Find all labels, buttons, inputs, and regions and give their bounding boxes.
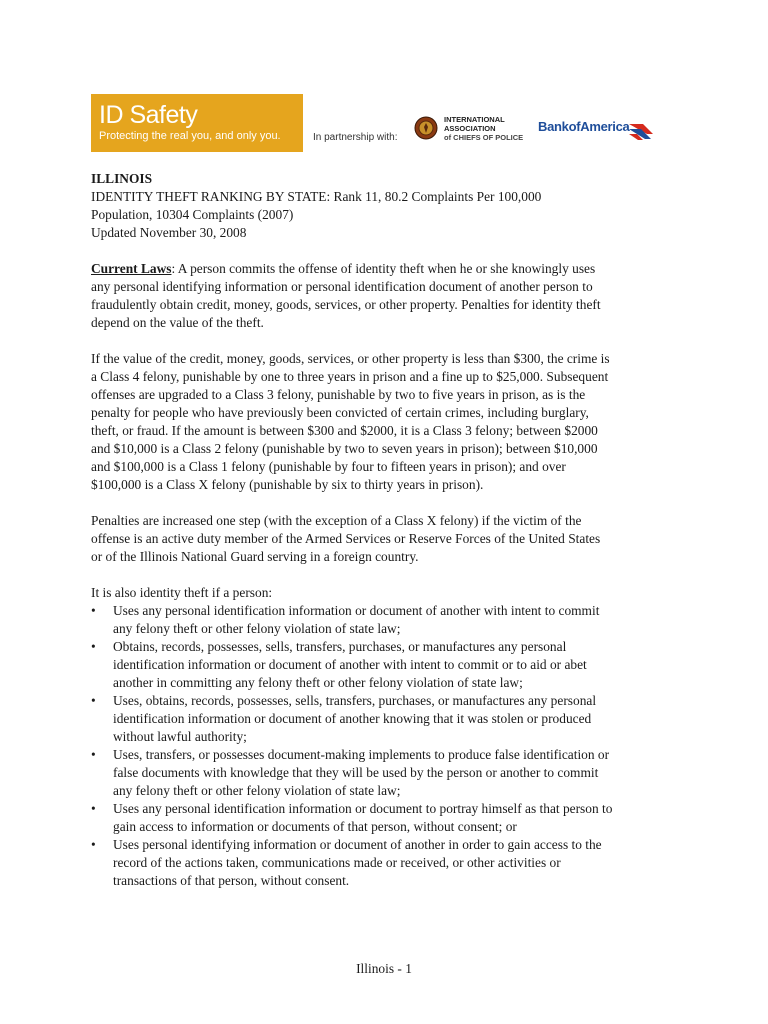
list-item-line: any felony theft or other felony violation of state law; <box>113 621 401 636</box>
brand-tagline: Protecting the real you, and only you. <box>99 130 281 142</box>
list-item-line: identification information or document of another with intent to commit or to aid or abet <box>113 657 587 672</box>
list-item <box>91 692 691 746</box>
paragraph-line: and $100,000 is a Class 1 felony (punishable by four to fifteen years in prison); and over <box>91 459 566 474</box>
list-item-line: identification information or document of another knowing that it was stolen or produced <box>113 711 592 726</box>
list-item-line: transactions of that person, without consent. <box>113 873 350 888</box>
list-item-line: • Uses any personal identification information or document of another with intent to commit <box>113 603 600 618</box>
ranking-line: IDENTITY THEFT RANKING BY STATE: Rank 11, 80.2 Complaints Per 100,000 <box>91 189 542 204</box>
list-item-line: false documents with knowledge that they will be used by the person or another to commit <box>113 765 599 780</box>
list-item <box>91 746 691 800</box>
id-safety-banner <box>91 94 303 152</box>
paragraph-line: offense is an active duty member of the Armed Services or Reserve Forces of the United States <box>91 531 601 546</box>
document-body <box>91 170 691 890</box>
list-item-line: gain access to information or documents of that person, without consent; or <box>113 819 517 834</box>
list-item-line: without lawful authority; <box>113 729 247 744</box>
state-heading: ILLINOIS <box>91 171 153 186</box>
iacp-seal-icon <box>414 116 438 140</box>
paragraph-line: and $10,000 is a Class 2 felony (punishable by two to seven years in prison); between $10,000 <box>91 441 598 456</box>
list-item-line: • Obtains, records, possesses, sells, transfers, purchases, or manufactures any personal <box>113 639 567 654</box>
brand-title: ID Safety <box>99 101 198 129</box>
paragraph-line: If the value of the credit, money, goods, services, or other property is less than $300, the crime is <box>91 351 610 366</box>
iacp-line: ASSOCIATION <box>444 124 496 133</box>
list-item <box>91 836 691 890</box>
list-item <box>91 602 691 638</box>
paragraph-line: any personal identifying information or personal identification document of another person to <box>91 279 593 294</box>
current-laws-label: Current Laws <box>91 261 172 276</box>
iacp-line: INTERNATIONAL <box>444 115 505 124</box>
paragraph-line: a Class 4 felony, punishable by one to three years in prison and a fine up to $25,000. Subsequent <box>91 369 609 384</box>
paragraph-line: depend on the value of the theft. <box>91 315 264 330</box>
list-intro: It is also identity theft if a person: <box>91 585 273 600</box>
bank-of-america-logo-text: BankofAmerica <box>538 119 630 134</box>
current-laws-paragraph <box>91 260 691 278</box>
paragraph-line: or of the Illinois National Guard serving in a foreign country. <box>91 549 419 564</box>
updated-date: Updated November 30, 2008 <box>91 225 247 240</box>
list-item-line: • Uses personal identifying information or document of another in order to gain access to the <box>113 837 602 852</box>
paragraph-line: penalty for people who have previously been convicted of certain crimes, including burglary, <box>91 405 589 420</box>
iacp-line: of CHIEFS OF POLICE <box>444 133 524 142</box>
paragraph-line: theft, or fraud. If the amount is between $300 and $2000, it is a Class 3 felony; between $2000 <box>91 423 598 438</box>
page-footer: Illinois - 1 <box>356 961 412 976</box>
partner-label: In partnership with: <box>313 132 398 143</box>
paragraph-line: fraudulently obtain credit, money, goods, services, or other property. Penalties for identity theft <box>91 297 601 312</box>
list-item-line: another in committing any felony theft or other felony violation of state law; <box>113 675 523 690</box>
list-item <box>91 638 691 692</box>
ranking-line: Population, 10304 Complaints (2007) <box>91 207 294 222</box>
paragraph-line: Penalties are increased one step (with the exception of a Class X felony) if the victim of the <box>91 513 582 528</box>
paragraph-line: : A person commits the offense of identity theft when he or she knowingly uses <box>171 261 596 276</box>
bank-of-america-flag-icon <box>627 120 655 142</box>
iacp-logo-text <box>444 115 523 142</box>
paragraph-line: $100,000 is a Class X felony (punishable by six to thirty years in prison). <box>91 477 484 492</box>
list-item-line: record of the actions taken, communications made or received, or other activities or <box>113 855 561 870</box>
paragraph-line: offenses are upgraded to a Class 3 felony, punishable by two to five years in prison, as is the <box>91 387 586 402</box>
page-header <box>91 94 671 152</box>
list-item-line: any felony theft or other felony violation of state law; <box>113 783 401 798</box>
identity-theft-list <box>91 602 691 890</box>
list-item-line: • Uses, transfers, or possesses document-making implements to produce false identification or <box>113 747 610 762</box>
list-item-line: • Uses, obtains, records, possesses, sells, transfers, purchases, or manufactures any personal <box>113 693 597 708</box>
list-item-line: • Uses any personal identification information or document to portray himself as that person to <box>113 801 613 816</box>
list-item <box>91 800 691 836</box>
